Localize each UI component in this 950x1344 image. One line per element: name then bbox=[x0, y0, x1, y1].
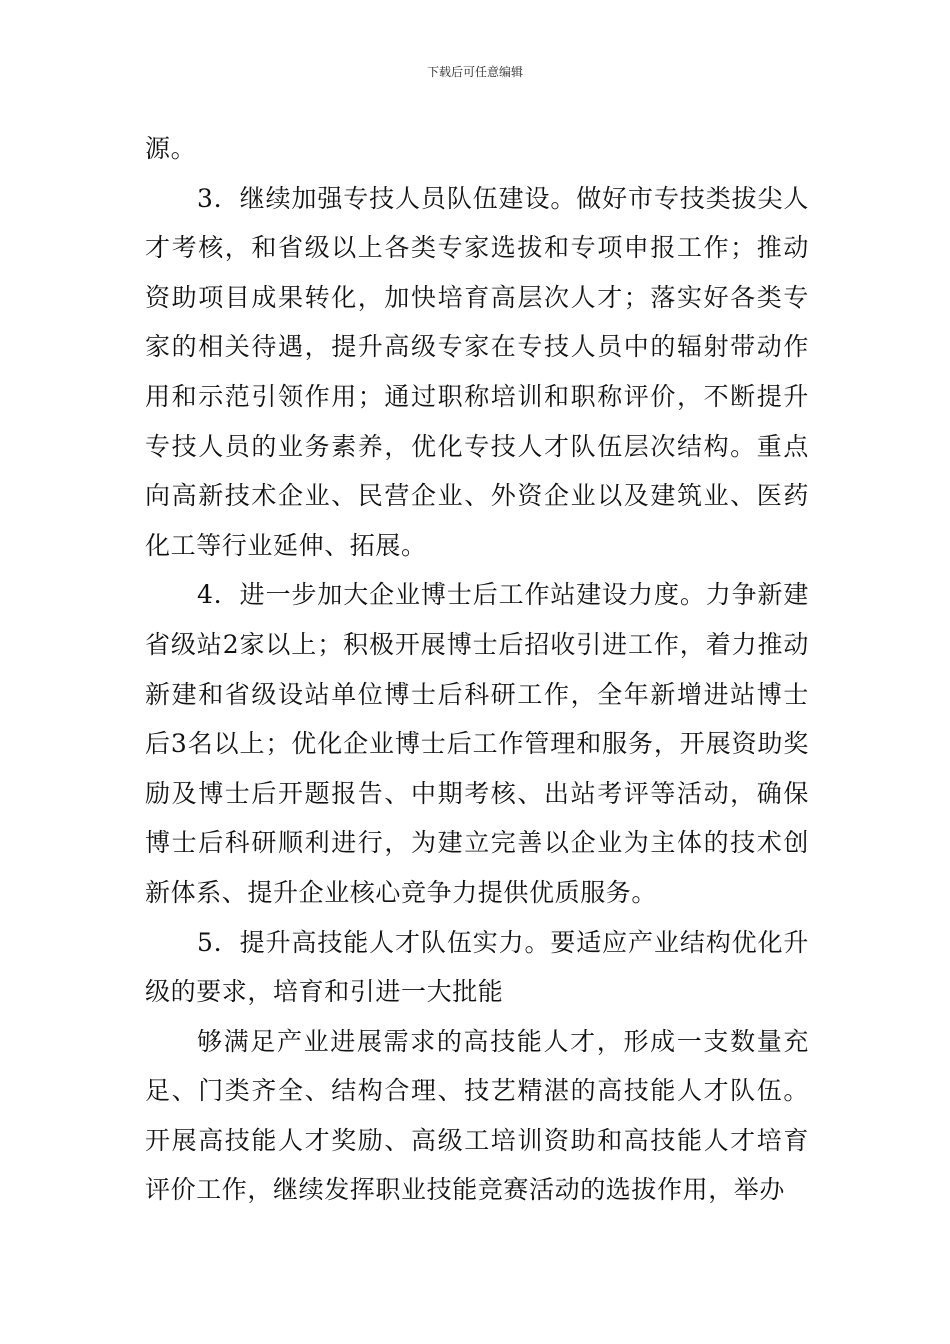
paragraph-item-5: 5．提升高技能人才队伍实力。要适应产业结构优化升级的要求，培育和引进一大批能 bbox=[145, 927, 809, 1007]
paragraph-continuation: 源。 bbox=[145, 134, 197, 163]
paragraph-item-5-continued: 够满足产业进展需求的高技能人才，形成一支数量充足、门类齐全、结构合理、技艺精湛的高技能人才队伍。开展高技能人才奖励、高级工培训资助和高技能人才培育评价工作，继续发挥职业技能竞赛活动的选拔作用，举办 bbox=[145, 1026, 809, 1205]
paragraph-item-3: 3．继续加强专技人员队伍建设。做好市专技类拔尖人才考核，和省级以上各类专家选拔和专项申报工作；推动资助项目成果转化，加快培育高层次人才；落实好各类专家的相关待遇，提升高级专家在专技人员中的辐射带动作用和示范引领作用；通过职称培训和职称评价，不断提升专技人员的业务素养，优化专技人才队伍层次结构。重点向高新技术企业、民营企业、外资企业以及建筑业、医药化工等行业延伸、拓展。 bbox=[145, 183, 809, 560]
paragraph-item-4: 4．进一步加大企业博士后工作站建设力度。力争新建省级站2家以上；积极开展博士后招收引进工作，着力推动新建和省级设站单位博士后科研工作，全年新增进站博士后3名以上；优化企业博士后工作管理和服务，开展资助奖励及博士后开题报告、中期考核、出站考评等活动，确保博士后科研顺利进行，为建立完善以企业为主体的技术创新体系、提升企业核心竞争力提供优质服务。 bbox=[145, 580, 809, 907]
document-body bbox=[145, 124, 809, 1215]
page-header-note: 下载后可任意编辑 bbox=[426, 65, 523, 79]
